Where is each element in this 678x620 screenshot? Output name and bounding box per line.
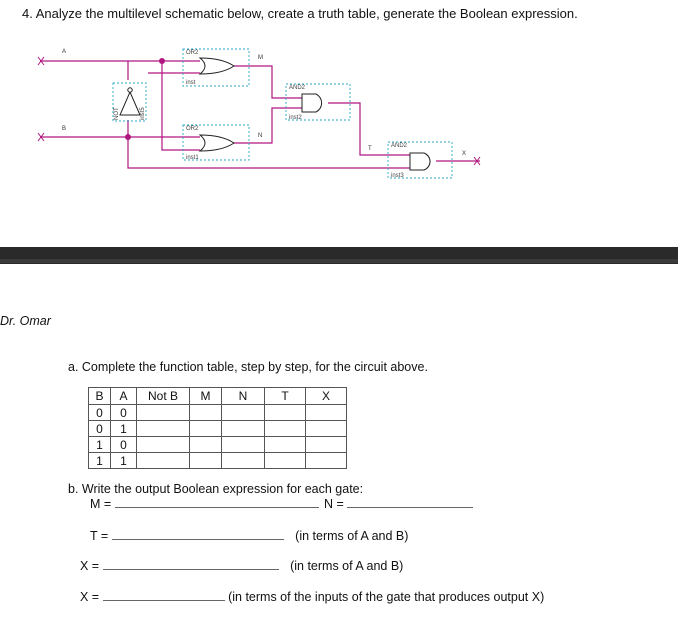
or-gate-inst1 — [200, 135, 234, 151]
input-a-label: A — [62, 49, 67, 55]
page-divider-band-lower — [0, 259, 678, 263]
and-label-1: AND2 — [289, 85, 306, 91]
net-m-label: M — [258, 55, 263, 61]
or-label-2: OR2 — [186, 126, 199, 132]
x2-label: X = — [80, 590, 100, 604]
header-b: B — [89, 388, 111, 405]
t-note: (in terms of A and B) — [295, 529, 409, 543]
t-expression-row — [90, 529, 408, 543]
n-expression-row — [324, 497, 473, 511]
and-label-2: AND2 — [391, 143, 408, 149]
inst-label-2: inst1 — [186, 155, 199, 161]
table-header-row — [89, 388, 347, 405]
header-a: A — [111, 388, 137, 405]
table-row: 1 1 — [89, 453, 347, 469]
wire-b-long — [128, 137, 410, 168]
header-n: N — [222, 388, 265, 405]
x2-note: (in terms of the inputs of the gate that produces output X) — [228, 590, 545, 604]
net-t-label: T — [368, 146, 372, 152]
table-row: 1 0 — [89, 437, 347, 453]
or-label-1: OR2 — [186, 50, 199, 56]
x1-note: (in terms of A and B) — [290, 559, 404, 573]
table-row: 0 1 — [89, 421, 347, 437]
function-table — [88, 387, 347, 469]
m-answer-blank[interactable] — [115, 497, 319, 508]
or-gate-inst — [200, 58, 234, 74]
net-x-label: X — [462, 151, 467, 157]
wire-m — [232, 66, 302, 98]
header-t: T — [265, 388, 306, 405]
x1-expression-row — [80, 559, 403, 573]
x2-answer-blank[interactable] — [103, 590, 225, 601]
not-gate — [120, 92, 140, 115]
t-answer-blank[interactable] — [112, 529, 284, 540]
header-x: X — [306, 388, 347, 405]
part-a-instruction: a. Complete the function table, step by step, for the circuit above. — [68, 360, 428, 374]
inst-label-3: inst2 — [289, 115, 302, 121]
m-expression-row — [90, 497, 319, 511]
question-title: 4. Analyze the multilevel schematic below, create a truth table, generate the Boolean expression. — [22, 6, 578, 21]
wire-n — [232, 108, 302, 143]
table-row: 0 0 — [89, 405, 347, 421]
m-label: M = — [90, 497, 112, 511]
x1-answer-blank[interactable] — [103, 559, 279, 570]
junction-b — [125, 134, 131, 140]
input-b-label: B — [62, 126, 67, 132]
header-not-b: Not B — [137, 388, 190, 405]
x2-expression-row — [80, 590, 544, 604]
header-m: M — [190, 388, 222, 405]
part-b-instruction: b. Write the output Boolean expression for each gate: — [68, 482, 364, 496]
inst-label-1: inst — [186, 80, 196, 86]
not-label: NOT — [114, 107, 120, 120]
author-name: Dr. Omar — [0, 314, 51, 328]
n-label: N = — [324, 497, 344, 511]
n-answer-blank[interactable] — [347, 497, 473, 508]
junction-a — [159, 58, 165, 64]
and-gate-inst2 — [302, 94, 322, 112]
t-label: T = — [90, 529, 109, 543]
and-gate-inst3 — [410, 153, 430, 170]
logic-schematic — [0, 0, 678, 245]
x1-label: X = — [80, 559, 100, 573]
inst-label-4: inst3 — [391, 173, 404, 179]
net-n-label: N — [258, 133, 263, 139]
not-inst-label: inst5 — [140, 107, 146, 120]
